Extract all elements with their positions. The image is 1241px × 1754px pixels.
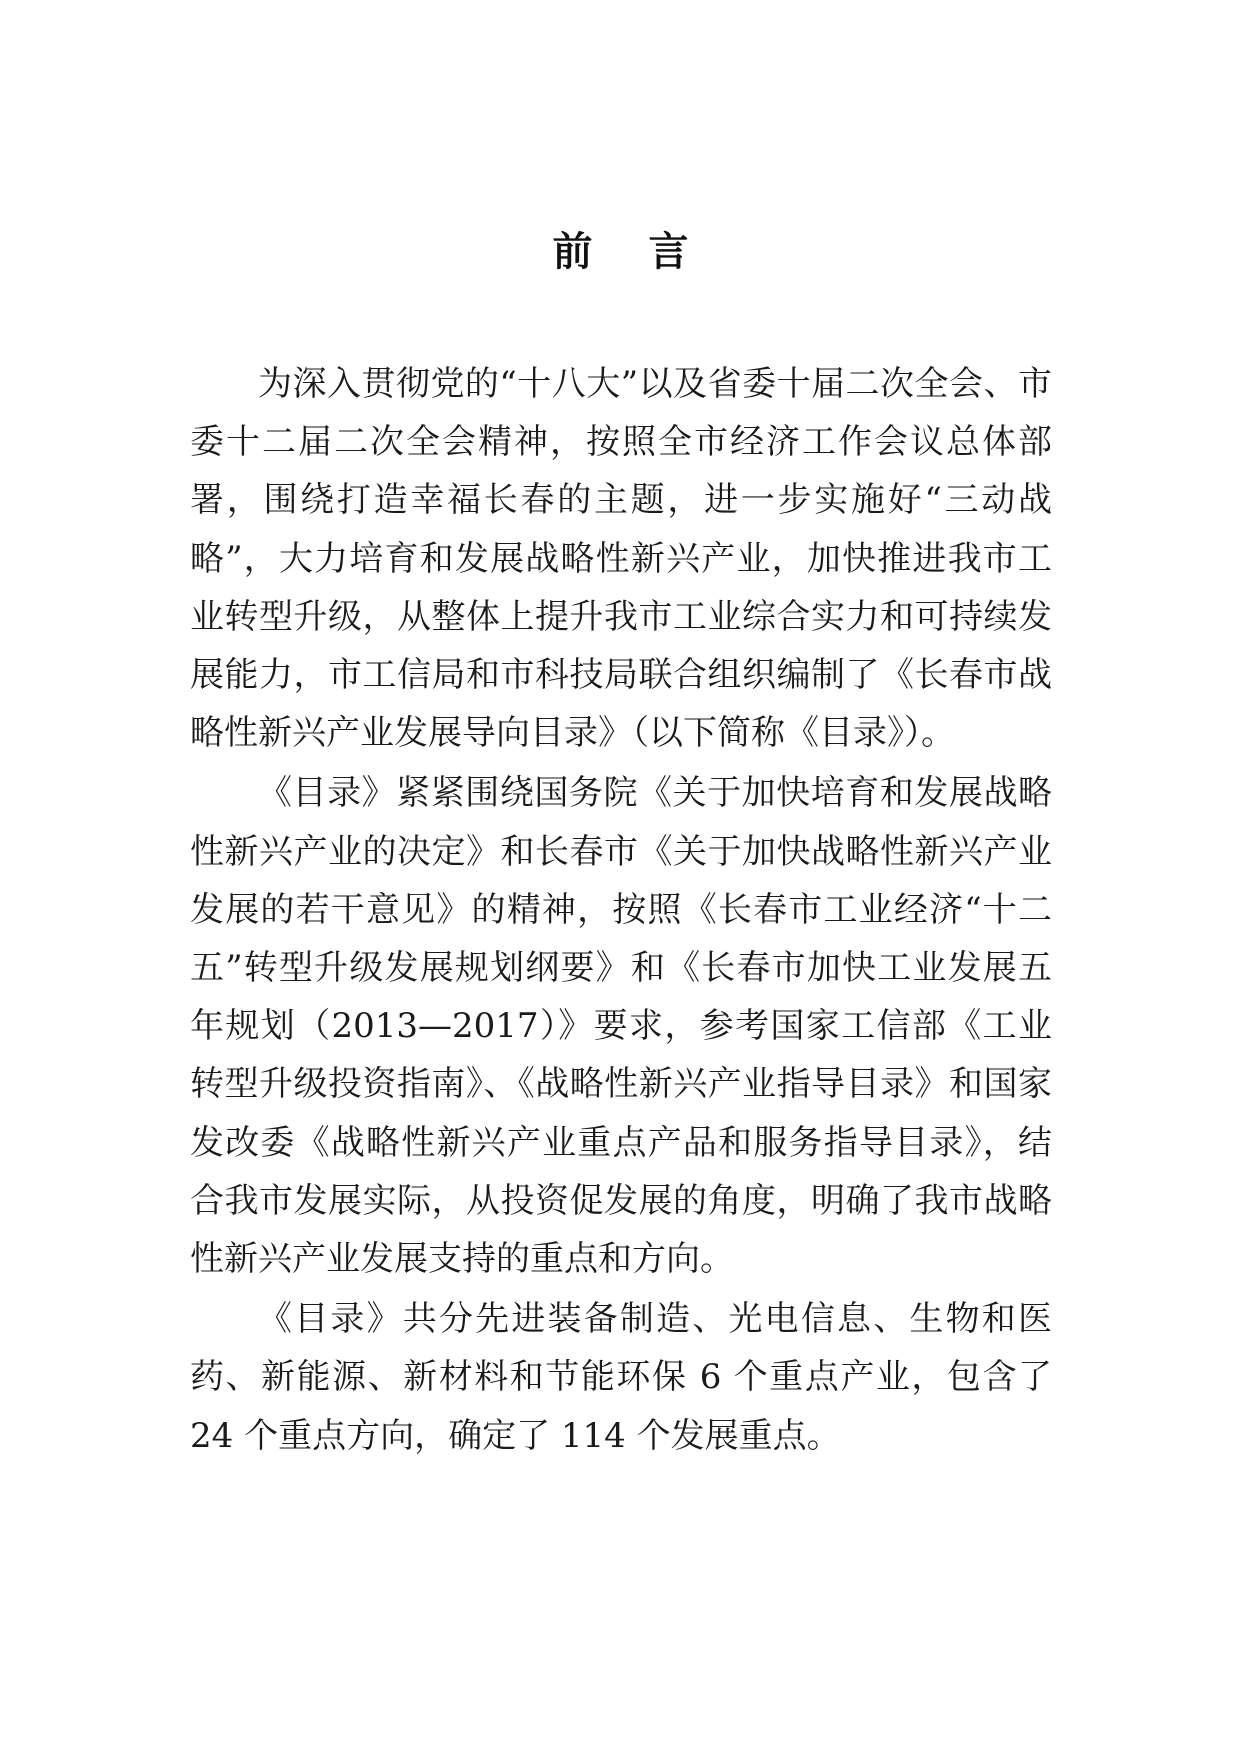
page-title: 前言 xyxy=(552,228,745,275)
paragraph-1: 为深入贯彻党的“十八大”以及省委十届二次全会、市委十二届二次全会精神，按照全市经济工作会议总体部署，围绕打造幸福长春的主题，进一步实施好“三动战略”，大力培育和发展战略性新兴产业，加快推进我市工业转型升级，从整体上提升我市工业综合实力和可持续发展能力，市工信局和市科技局联合组织编制了《长春市战略性新兴产业发展导向目录》（以下简称《目录》）。 xyxy=(190,364,1052,754)
body-text xyxy=(190,355,1052,1465)
paragraph-3: 《目录》共分先进装备制造、光电信息、生物和医药、新能源、新材料和节能环保 6 个重点产业，包含了 24 个重点方向，确定了 114 个发展重点。 xyxy=(190,1299,1052,1456)
paragraph-2: 《目录》紧紧围绕国务院《关于加快培育和发展战略性新兴产业的决定》和长春市《关于加快战略性新兴产业发展的若干意见》的精神，按照《长春市工业经济“十二五”转型升级发展规划纲要》和《长春市加快工业发展五年规划（2013—2017）》要求，参考国家工信部《工业转型升级投资指南》、《战略性新兴产业指导目录》和国家发改委《战略性新兴产业重点产品和服务指导目录》，结合我市发展实际，从投资促发展的角度，明确了我市战略性新兴产业发展支持的重点和方向。 xyxy=(190,773,1052,1280)
